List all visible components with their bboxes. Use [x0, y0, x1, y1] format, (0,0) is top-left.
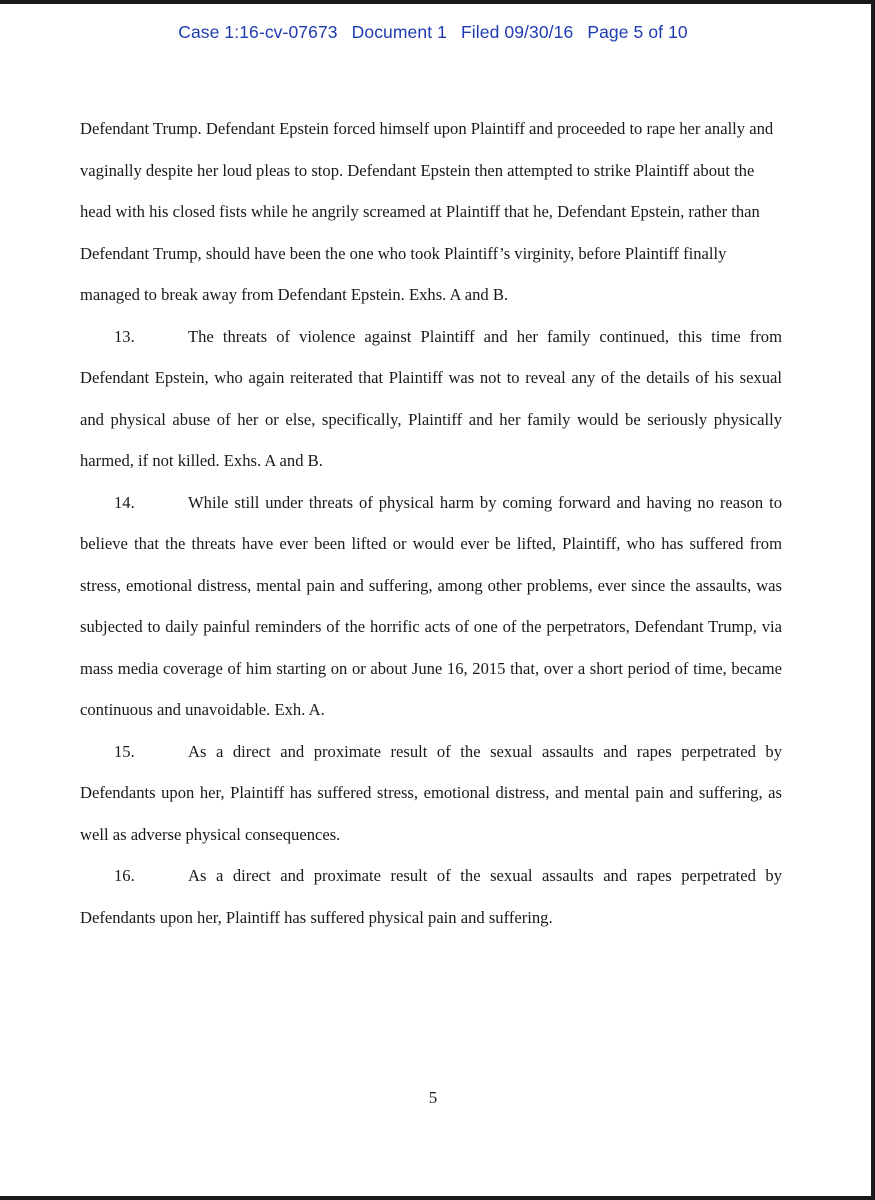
- paragraph-number: 14.: [114, 492, 135, 512]
- paragraph-text: While still under threats of physical harm by coming forward and having no reason to believe that the threats have ever been lifted or would ever be lifted, Plaintiff, who has suffered from stress, emotional distress, mental pain and suffering, among other problems, ever since the assaults, was subjected to daily painful reminders of the horrific acts of one of the perpetrators, Defendant Trump, via mass media coverage of him starting on or about June 16, 2015 that, over a short period of time, became continuous and unavoidable. Exh. A.: [80, 492, 782, 719]
- paragraph-text: As a direct and proximate result of the sexual assaults and rapes perpetrated by Defendants upon her, Plaintiff has suffered stress, emotional distress, and mental pain and suffering, as well as adverse physical consequences.: [80, 741, 782, 844]
- paragraph-15: [80, 731, 782, 856]
- right-border: [871, 0, 875, 1200]
- document-body: [80, 108, 782, 938]
- page-header: [0, 22, 866, 43]
- bottom-border: [0, 1196, 875, 1200]
- filed-date: Filed 09/30/16: [460, 22, 574, 42]
- page-number: 5: [428, 1088, 438, 1107]
- paragraph-14: [80, 482, 782, 731]
- paragraph-number: 16.: [114, 866, 135, 885]
- paragraph-number: 15.: [114, 741, 135, 761]
- case-number: Case 1:16-cv-07673: [178, 22, 338, 42]
- paragraph-text: Defendant Trump. Defendant Epstein forced himself upon Plaintiff and proceeded to rape her anally and vaginally despite her loud pleas to stop. Defendant Epstein then attempted to strike Plaintiff about the head with his closed fists while he angrily screamed at Plaintiff that he, Defendant Epstein, rather than Defendant Trump, should have been the one who took Plaintiff’s virginity, before Plaintiff finally managed to break away from Defendant Epstein. Exhs. A and B.: [80, 119, 774, 304]
- paragraph-number: 13.: [114, 326, 135, 346]
- paragraph-continued: [80, 108, 782, 316]
- top-border: [0, 0, 875, 4]
- paragraph-text: The threats of violence against Plaintiff and her family continued, this time from Defendant Epstein, who again reiterated that Plaintiff was not to reveal any of the details of his sexual and physical abuse of her or else, specifically, Plaintiff and her family would be seriously physically harmed, if not killed. Exhs. A and B.: [80, 326, 782, 470]
- paragraph-text: As a direct and proximate result of the sexual assaults and rapes perpetrated by Defendants upon her, Plaintiff has suffered physical pain and suffering.: [80, 866, 782, 927]
- paragraph-16: [80, 855, 782, 938]
- page-of: Page 5 of 10: [587, 22, 688, 42]
- paragraph-13: [80, 316, 782, 482]
- document-number: Document 1: [351, 22, 447, 42]
